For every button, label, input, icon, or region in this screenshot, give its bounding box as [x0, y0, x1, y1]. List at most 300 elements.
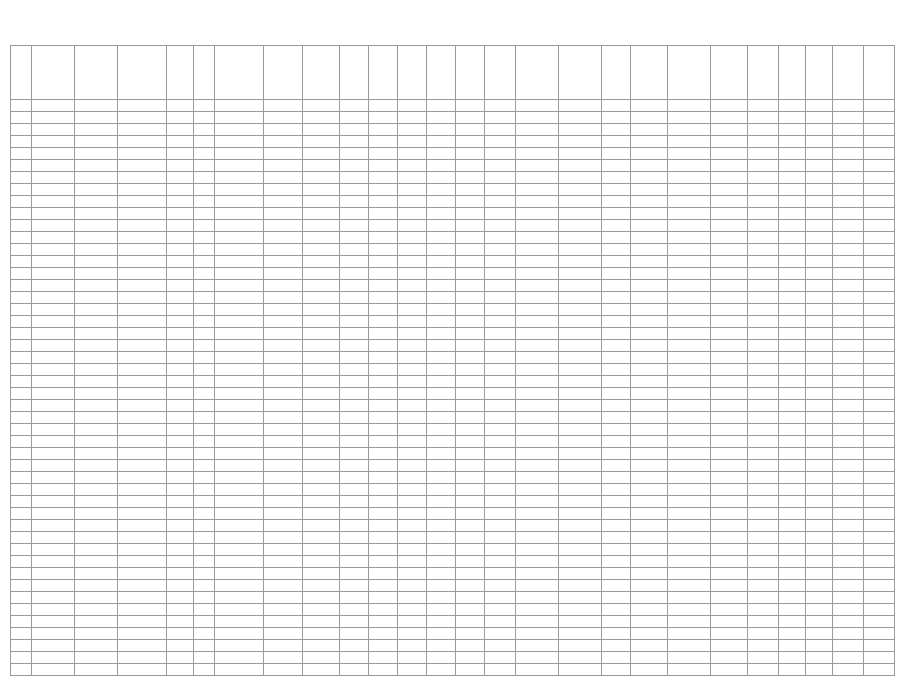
- table-cell: [427, 400, 456, 412]
- table-cell: [779, 208, 806, 220]
- table-cell: [602, 616, 631, 628]
- table-cell: [516, 532, 559, 544]
- table-cell: [806, 376, 833, 388]
- table-cell: [864, 220, 895, 232]
- table-cell: [264, 556, 303, 568]
- table-cell: [194, 556, 215, 568]
- table-cell: [167, 568, 194, 580]
- table-cell: [833, 472, 864, 484]
- table-cell: [75, 352, 118, 364]
- table-cell: [32, 184, 75, 196]
- table-cell: [398, 184, 427, 196]
- table-cell: [264, 280, 303, 292]
- table-cell: [516, 328, 559, 340]
- table-cell: [602, 268, 631, 280]
- table-cell: [711, 520, 748, 532]
- table-cell: [456, 640, 485, 652]
- table-cell: [631, 112, 668, 124]
- table-cell: [194, 448, 215, 460]
- table-cell: [864, 148, 895, 160]
- table-cell: [215, 304, 264, 316]
- table-cell: [398, 328, 427, 340]
- column-header: [167, 46, 194, 100]
- table-cell: [748, 592, 779, 604]
- table-cell: [602, 208, 631, 220]
- table-cell: [303, 328, 340, 340]
- table-cell: [864, 616, 895, 628]
- table-cell: [779, 496, 806, 508]
- table-cell: [668, 256, 711, 268]
- table-cell: [864, 304, 895, 316]
- table-cell: [516, 652, 559, 664]
- table-cell: [118, 304, 167, 316]
- table-cell: [668, 388, 711, 400]
- table-cell: [864, 520, 895, 532]
- table-cell: [559, 388, 602, 400]
- table-cell: [711, 220, 748, 232]
- table-cell: [631, 244, 668, 256]
- table-cell: [11, 124, 32, 136]
- table-cell: [602, 220, 631, 232]
- table-cell: [303, 376, 340, 388]
- table-cell: [559, 364, 602, 376]
- table-cell: [456, 376, 485, 388]
- table-cell: [711, 364, 748, 376]
- table-cell: [32, 580, 75, 592]
- table-cell: [456, 436, 485, 448]
- table-row: [11, 292, 895, 304]
- table-cell: [779, 520, 806, 532]
- table-cell: [833, 400, 864, 412]
- table-cell: [516, 376, 559, 388]
- table-cell: [340, 664, 369, 676]
- table-cell: [215, 328, 264, 340]
- table-cell: [456, 328, 485, 340]
- table-cell: [194, 196, 215, 208]
- table-cell: [427, 580, 456, 592]
- table-cell: [456, 424, 485, 436]
- table-cell: [806, 652, 833, 664]
- table-cell: [485, 496, 516, 508]
- table-cell: [303, 580, 340, 592]
- table-cell: [194, 388, 215, 400]
- table-cell: [75, 376, 118, 388]
- table-row: [11, 580, 895, 592]
- table-cell: [864, 352, 895, 364]
- table-cell: [806, 544, 833, 556]
- table-cell: [303, 460, 340, 472]
- table-cell: [631, 460, 668, 472]
- table-cell: [631, 436, 668, 448]
- table-cell: [118, 640, 167, 652]
- table-cell: [748, 112, 779, 124]
- table-cell: [303, 208, 340, 220]
- table-cell: [340, 388, 369, 400]
- table-cell: [215, 136, 264, 148]
- table-cell: [11, 592, 32, 604]
- table-cell: [427, 124, 456, 136]
- table-cell: [559, 136, 602, 148]
- table-cell: [602, 580, 631, 592]
- table-cell: [516, 412, 559, 424]
- table-cell: [75, 112, 118, 124]
- table-cell: [398, 148, 427, 160]
- table-cell: [264, 196, 303, 208]
- table-cell: [264, 136, 303, 148]
- table-cell: [833, 460, 864, 472]
- table-cell: [215, 496, 264, 508]
- table-cell: [75, 532, 118, 544]
- table-cell: [11, 544, 32, 556]
- table-cell: [748, 388, 779, 400]
- table-cell: [11, 352, 32, 364]
- table-cell: [456, 508, 485, 520]
- table-cell: [485, 316, 516, 328]
- table-cell: [668, 136, 711, 148]
- table-cell: [11, 604, 32, 616]
- table-cell: [864, 292, 895, 304]
- table-cell: [516, 184, 559, 196]
- table-cell: [456, 292, 485, 304]
- table-cell: [264, 172, 303, 184]
- table-cell: [631, 172, 668, 184]
- table-cell: [668, 532, 711, 544]
- table-cell: [118, 316, 167, 328]
- table-cell: [11, 292, 32, 304]
- table-cell: [748, 424, 779, 436]
- table-cell: [516, 148, 559, 160]
- table-cell: [194, 244, 215, 256]
- table-cell: [864, 172, 895, 184]
- table-cell: [711, 148, 748, 160]
- table-cell: [559, 592, 602, 604]
- table-cell: [303, 544, 340, 556]
- table-cell: [11, 664, 32, 676]
- table-cell: [779, 532, 806, 544]
- table-cell: [485, 484, 516, 496]
- table-cell: [215, 352, 264, 364]
- table-cell: [711, 568, 748, 580]
- table-cell: [864, 124, 895, 136]
- table-cell: [864, 592, 895, 604]
- table-cell: [516, 484, 559, 496]
- table-cell: [32, 640, 75, 652]
- table-cell: [194, 472, 215, 484]
- table-cell: [806, 628, 833, 640]
- table-cell: [215, 316, 264, 328]
- table-cell: [340, 628, 369, 640]
- table-cell: [485, 364, 516, 376]
- table-cell: [427, 496, 456, 508]
- table-cell: [779, 136, 806, 148]
- table-cell: [340, 232, 369, 244]
- table-cell: [806, 148, 833, 160]
- table-cell: [118, 520, 167, 532]
- table-cell: [631, 268, 668, 280]
- table-cell: [194, 400, 215, 412]
- table-cell: [398, 592, 427, 604]
- table-cell: [167, 472, 194, 484]
- table-row: [11, 496, 895, 508]
- table-cell: [485, 112, 516, 124]
- table-cell: [806, 328, 833, 340]
- table-cell: [516, 280, 559, 292]
- table-cell: [75, 208, 118, 220]
- table-cell: [167, 268, 194, 280]
- table-cell: [427, 256, 456, 268]
- table-cell: [427, 568, 456, 580]
- table-cell: [194, 376, 215, 388]
- table-cell: [303, 484, 340, 496]
- table-cell: [711, 532, 748, 544]
- table-cell: [340, 244, 369, 256]
- table-cell: [631, 388, 668, 400]
- table-cell: [118, 100, 167, 112]
- table-row: [11, 220, 895, 232]
- table-cell: [516, 136, 559, 148]
- table-cell: [427, 304, 456, 316]
- table-cell: [340, 376, 369, 388]
- table-cell: [340, 532, 369, 544]
- table-cell: [264, 664, 303, 676]
- table-cell: [711, 424, 748, 436]
- table-cell: [75, 664, 118, 676]
- table-cell: [602, 124, 631, 136]
- table-cell: [668, 280, 711, 292]
- table-cell: [75, 400, 118, 412]
- table-cell: [668, 184, 711, 196]
- table-cell: [864, 460, 895, 472]
- table-cell: [167, 580, 194, 592]
- table-cell: [864, 388, 895, 400]
- table-cell: [32, 208, 75, 220]
- table-cell: [456, 184, 485, 196]
- table-cell: [118, 460, 167, 472]
- table-cell: [779, 424, 806, 436]
- column-header: [215, 46, 264, 100]
- table-cell: [427, 220, 456, 232]
- table-cell: [369, 136, 398, 148]
- table-cell: [779, 376, 806, 388]
- table-cell: [194, 592, 215, 604]
- table-row: [11, 352, 895, 364]
- table-cell: [167, 136, 194, 148]
- table-cell: [32, 352, 75, 364]
- table-cell: [485, 244, 516, 256]
- table-cell: [485, 256, 516, 268]
- table-cell: [668, 232, 711, 244]
- table-cell: [748, 148, 779, 160]
- table-cell: [748, 292, 779, 304]
- table-cell: [711, 412, 748, 424]
- table-cell: [711, 628, 748, 640]
- table-cell: [779, 220, 806, 232]
- table-cell: [215, 664, 264, 676]
- table-cell: [264, 328, 303, 340]
- table-cell: [167, 640, 194, 652]
- table-cell: [711, 484, 748, 496]
- table-cell: [215, 376, 264, 388]
- table-cell: [75, 148, 118, 160]
- table-cell: [75, 196, 118, 208]
- table-cell: [194, 532, 215, 544]
- table-cell: [631, 568, 668, 580]
- table-cell: [711, 448, 748, 460]
- table-cell: [516, 556, 559, 568]
- table-cell: [167, 508, 194, 520]
- table-cell: [602, 400, 631, 412]
- table-row: [11, 124, 895, 136]
- table-cell: [833, 184, 864, 196]
- table-cell: [559, 208, 602, 220]
- table-cell: [32, 220, 75, 232]
- table-row: [11, 316, 895, 328]
- table-cell: [806, 508, 833, 520]
- table-cell: [427, 388, 456, 400]
- table-cell: [118, 256, 167, 268]
- table-cell: [369, 628, 398, 640]
- table-cell: [516, 436, 559, 448]
- table-cell: [194, 124, 215, 136]
- table-cell: [398, 532, 427, 544]
- table-cell: [427, 652, 456, 664]
- table-cell: [516, 628, 559, 640]
- table-cell: [369, 664, 398, 676]
- table-cell: [194, 208, 215, 220]
- table-cell: [264, 316, 303, 328]
- table-cell: [369, 208, 398, 220]
- table-cell: [369, 580, 398, 592]
- table-cell: [516, 544, 559, 556]
- table-cell: [833, 604, 864, 616]
- table-row: [11, 208, 895, 220]
- table-cell: [75, 508, 118, 520]
- table-cell: [779, 436, 806, 448]
- table-cell: [427, 328, 456, 340]
- table-cell: [602, 436, 631, 448]
- table-cell: [215, 412, 264, 424]
- table-cell: [485, 424, 516, 436]
- table-cell: [806, 160, 833, 172]
- table-cell: [559, 352, 602, 364]
- table-row: [11, 616, 895, 628]
- table-cell: [779, 112, 806, 124]
- table-cell: [806, 100, 833, 112]
- column-header: [668, 46, 711, 100]
- table-cell: [602, 244, 631, 256]
- table-cell: [194, 232, 215, 244]
- table-cell: [398, 484, 427, 496]
- table-cell: [75, 436, 118, 448]
- table-cell: [485, 124, 516, 136]
- table-cell: [118, 472, 167, 484]
- table-cell: [303, 472, 340, 484]
- table-cell: [75, 640, 118, 652]
- table-cell: [779, 616, 806, 628]
- table-cell: [427, 340, 456, 352]
- table-cell: [456, 136, 485, 148]
- table-cell: [485, 616, 516, 628]
- table-cell: [779, 100, 806, 112]
- table-cell: [167, 352, 194, 364]
- table-cell: [75, 472, 118, 484]
- table-cell: [833, 256, 864, 268]
- table-cell: [75, 340, 118, 352]
- table-cell: [833, 220, 864, 232]
- table-cell: [748, 352, 779, 364]
- table-cell: [779, 652, 806, 664]
- table-cell: [303, 124, 340, 136]
- table-cell: [215, 220, 264, 232]
- table-cell: [833, 664, 864, 676]
- table-cell: [264, 256, 303, 268]
- table-cell: [340, 160, 369, 172]
- table-cell: [456, 628, 485, 640]
- table-cell: [668, 580, 711, 592]
- table-row: [11, 304, 895, 316]
- table-cell: [32, 160, 75, 172]
- table-cell: [631, 484, 668, 496]
- table-cell: [602, 508, 631, 520]
- table-cell: [711, 400, 748, 412]
- table-cell: [369, 124, 398, 136]
- column-header: [602, 46, 631, 100]
- table-cell: [215, 160, 264, 172]
- table-cell: [427, 376, 456, 388]
- table-cell: [516, 160, 559, 172]
- table-cell: [806, 472, 833, 484]
- table-cell: [516, 196, 559, 208]
- table-cell: [602, 472, 631, 484]
- table-cell: [711, 196, 748, 208]
- table-cell: [711, 280, 748, 292]
- table-cell: [779, 364, 806, 376]
- table-cell: [779, 304, 806, 316]
- table-cell: [215, 532, 264, 544]
- table-cell: [215, 484, 264, 496]
- table-cell: [864, 496, 895, 508]
- table-cell: [11, 628, 32, 640]
- table-cell: [602, 280, 631, 292]
- table-cell: [516, 424, 559, 436]
- table-cell: [711, 556, 748, 568]
- table-cell: [167, 328, 194, 340]
- table-cell: [806, 556, 833, 568]
- table-cell: [303, 604, 340, 616]
- table-cell: [340, 580, 369, 592]
- table-cell: [264, 292, 303, 304]
- table-cell: [602, 388, 631, 400]
- table-cell: [264, 112, 303, 124]
- table-cell: [516, 172, 559, 184]
- table-cell: [167, 148, 194, 160]
- table-cell: [32, 292, 75, 304]
- table-cell: [602, 376, 631, 388]
- table-cell: [167, 304, 194, 316]
- table-cell: [32, 172, 75, 184]
- table-cell: [32, 448, 75, 460]
- table-row: [11, 640, 895, 652]
- table-cell: [75, 544, 118, 556]
- table-cell: [75, 448, 118, 460]
- table-cell: [806, 340, 833, 352]
- table-cell: [11, 580, 32, 592]
- table-cell: [668, 652, 711, 664]
- table-cell: [668, 448, 711, 460]
- table-cell: [75, 268, 118, 280]
- table-cell: [668, 340, 711, 352]
- table-cell: [748, 376, 779, 388]
